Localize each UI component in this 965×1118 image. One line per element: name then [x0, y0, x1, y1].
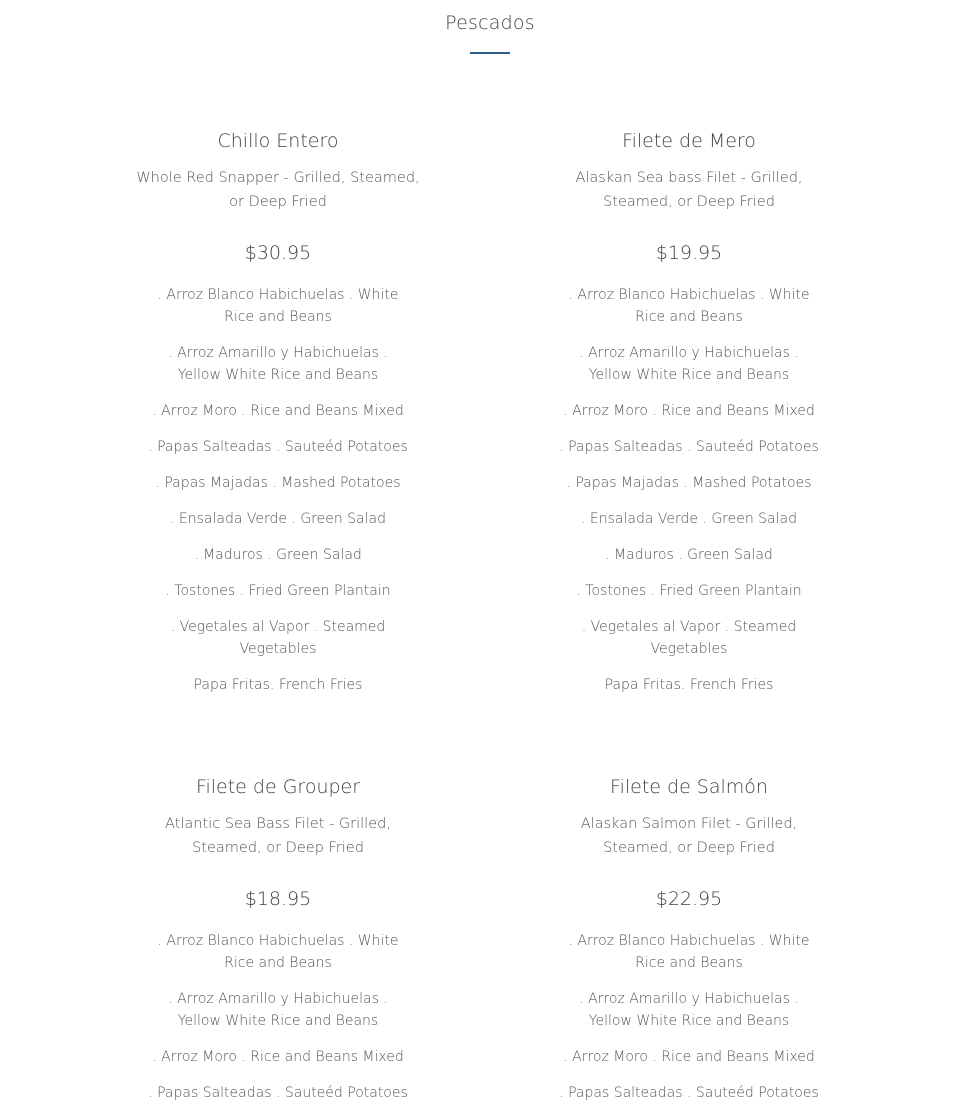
side-option: . Ensalada Verde . Green Salad — [580, 511, 797, 527]
menu-item — [539, 775, 839, 1118]
menu-item-name: Filete de Grouper — [195, 776, 361, 798]
menu-item-name: Filete de Salmón — [610, 776, 768, 798]
side-option: . Papas Majadas . Mashed Potatoes — [566, 475, 812, 491]
side-option: . Arroz Moro . Rice and Beans Mixed — [152, 403, 404, 419]
menu-item-price: $22.95 — [655, 888, 723, 910]
side-option: . Papas Salteadas . Sauteéd Potatoes — [148, 1085, 408, 1101]
menu-item — [539, 129, 839, 710]
side-option: . Papas Salteadas . Sauteéd Potatoes — [148, 439, 408, 455]
side-option: . Arroz Amarillo y Habichuelas . Yellow White Rice and Beans — [579, 345, 799, 383]
side-option: . Papas Salteadas . Sauteéd Potatoes — [559, 1085, 819, 1101]
menu-item-price: $30.95 — [244, 242, 312, 264]
menu-item-description: Atlantic Sea Bass Filet - Grilled, Steamed, or Deep Fried — [165, 816, 391, 856]
side-option: . Arroz Amarillo y Habichuelas . Yellow White Rice and Beans — [168, 991, 388, 1029]
side-option: . Papas Majadas . Mashed Potatoes — [155, 475, 401, 491]
side-option: . Papas Salteadas . Sauteéd Potatoes — [559, 439, 819, 455]
side-option: . Arroz Amarillo y Habichuelas . Yellow White Rice and Beans — [168, 345, 388, 383]
menu-item-description: Whole Red Snapper - Grilled, Steamed, or Deep Fried — [136, 170, 420, 210]
side-option: . Arroz Blanco Habichuelas . White Rice and Beans — [568, 933, 810, 971]
side-option: . Maduros . Green Salad — [194, 547, 362, 563]
side-option: . Tostones . Fried Green Plantain — [576, 583, 802, 599]
menu-item-description: Alaskan Sea bass Filet - Grilled, Steamed, or Deep Fried — [575, 170, 803, 210]
side-option: . Arroz Blanco Habichuelas . White Rice and Beans — [157, 287, 399, 325]
side-option: . Arroz Blanco Habichuelas . White Rice and Beans — [157, 933, 399, 971]
menu-item — [128, 129, 428, 710]
side-option: . Arroz Moro . Rice and Beans Mixed — [152, 1049, 404, 1065]
side-option: . Vegetales al Vapor . Steamed Vegetables — [170, 619, 386, 657]
menu-item-price: $18.95 — [244, 888, 312, 910]
menu-item-name: Chillo Entero — [217, 130, 339, 152]
side-option: . Ensalada Verde . Green Salad — [169, 511, 386, 527]
side-options-list — [539, 930, 839, 1104]
side-option: Papa Fritas. French Fries — [604, 677, 774, 693]
menu-item-price: $19.95 — [655, 242, 723, 264]
side-option: . Vegetales al Vapor . Steamed Vegetables — [581, 619, 797, 657]
section-title-underline — [470, 52, 510, 54]
section-title: Pescados — [445, 12, 535, 34]
side-option: . Arroz Moro . Rice and Beans Mixed — [563, 403, 815, 419]
side-option: . Tostones . Fried Green Plantain — [165, 583, 391, 599]
menu-item-name: Filete de Mero — [622, 130, 756, 152]
side-option: . Arroz Amarillo y Habichuelas . Yellow White Rice and Beans — [579, 991, 799, 1029]
side-options-list — [539, 284, 839, 696]
side-options-list — [128, 930, 428, 1104]
menu-item — [128, 775, 428, 1118]
menu-item-description: Alaskan Salmon Filet - Grilled, Steamed, or Deep Fried — [580, 816, 798, 856]
side-option: Papa Fritas. French Fries — [193, 677, 363, 693]
side-option: . Arroz Blanco Habichuelas . White Rice and Beans — [568, 287, 810, 325]
side-option: . Maduros . Green Salad — [605, 547, 773, 563]
side-options-list — [128, 284, 428, 696]
side-option: . Arroz Moro . Rice and Beans Mixed — [563, 1049, 815, 1065]
